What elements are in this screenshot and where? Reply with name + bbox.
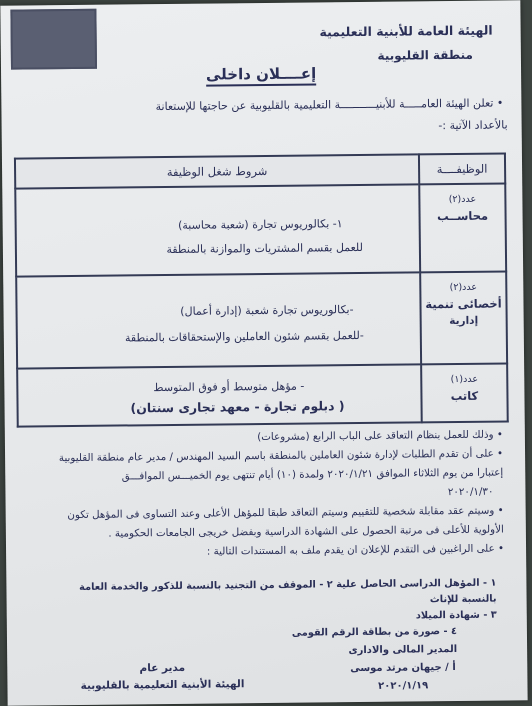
job-cell (421, 363, 508, 422)
required-documents (56, 576, 497, 645)
job-count: عدد(١) (450, 373, 479, 386)
table-row (15, 183, 506, 276)
authority-name: الهيئة العامة للأبنية التعليمية (319, 22, 493, 40)
region-name: منطقة القليوبية (377, 47, 473, 63)
job-cell (419, 183, 506, 272)
note-line: إعتبارا من يوم الثلاثاء الموافق ٢٠٢٠/١/٢١ ولمدة (١٠) أيام تنتهى يوم الخميـــس الموافـــق (121, 466, 504, 483)
document-item: ٤ - صورة من بطاقة الرقم القومى (291, 625, 457, 639)
note-line: • وسيتم عقد مقابلة شخصية للتقييم وسيتم التعاقد طبقا للمؤهل الأعلى وعند التساوى فى المؤهل تكون (67, 504, 504, 522)
authority-logo-icon (10, 9, 97, 70)
intro-line-2: بالأعداد الآتية :- (438, 118, 508, 133)
condition-line: - مؤهل متوسط أو فوق المتوسط (153, 379, 305, 395)
conditions-cell (16, 272, 421, 368)
notes-section (33, 426, 504, 564)
jobs-table (14, 152, 509, 427)
signature-title: المدير المالى والادارى (348, 643, 458, 657)
job-column-header: الوظيفــــة (419, 153, 505, 184)
signature-org: الهيئة الأبنية التعليمية بالقليوبية (80, 678, 245, 692)
financial-director-signature (348, 641, 457, 696)
condition-line: للعمل بقسم المشتريات والموازنة بالمنطقة (166, 240, 363, 257)
note-line: • على الراغبين فى التقدم للإعلان ان يقدم ملف به المستندات التالية : (206, 542, 505, 558)
job-title: محاســب (436, 208, 489, 224)
document-item: ١ - المؤهل الدراسى الحاصل علية ٢ - الموقف من التجنيد بالنسبة للذكور والخدمة العامة بالنسبة للإناث (79, 577, 497, 606)
signature-date: ٢٠٢٠/١/١٩ (378, 680, 429, 692)
conditions-column-header: شروط شغل الوظيفة (15, 154, 419, 188)
condition-line: -للعمل بقسم شئون العاملين والإستحقاقات بالمنطقة (124, 328, 364, 345)
general-director-signature (67, 659, 257, 695)
signature-title: مدير عام (139, 661, 186, 675)
intro-paragraph (33, 92, 508, 141)
intro-line-1: • تعلن الهيئة العامـــــة للأبنيـــــــــــة التعليمية بالقليوبية عن حاجتها للإستعانة (155, 96, 504, 114)
note-line: ٢٠٢٠/١/٣٠ (447, 485, 494, 499)
conditions-cell (17, 364, 422, 426)
condition-line: ١- بكالوريوس تجارة (شعبة محاسبة) (178, 217, 343, 232)
note-line: • وذلك للعمل بنظام التعاقد على الباب الرابع (مشروعات) (257, 428, 503, 444)
signature-name: أ / جيهان مرتد موسى (350, 662, 456, 675)
note-line: الأولوية للأعلى فى مرتبة الحصول على الشهادة الدراسية وبفضل خريجى الجامعات الحكومية . (108, 523, 504, 540)
condition-line: -بكالوريوس تجارة شعبة (إدارة أعمال) (180, 303, 354, 318)
condition-line: ( دبلوم تجارة - معهد تجارى سنتان) (130, 398, 345, 416)
job-count: عدد(٢) (449, 281, 478, 294)
note-line: • على أن تقدم الطلبات لإدارة شئون العاملين بالمنطقة باسم السيد المهندس / مدير عام منطقة القليوبية (58, 447, 504, 465)
job-title-extra: إدارية (449, 314, 479, 328)
table-row (17, 363, 508, 426)
job-count: عدد(٢) (448, 193, 477, 206)
job-cell (420, 271, 507, 364)
title-text: إعــــلان داخلى (206, 64, 316, 86)
conditions-cell (15, 184, 420, 276)
table-row (16, 271, 507, 368)
document-item: ٣ - شهادة الميلاد (415, 609, 497, 622)
job-title: كاتب (450, 388, 479, 404)
job-title: أخصائى تنمية (425, 296, 502, 312)
